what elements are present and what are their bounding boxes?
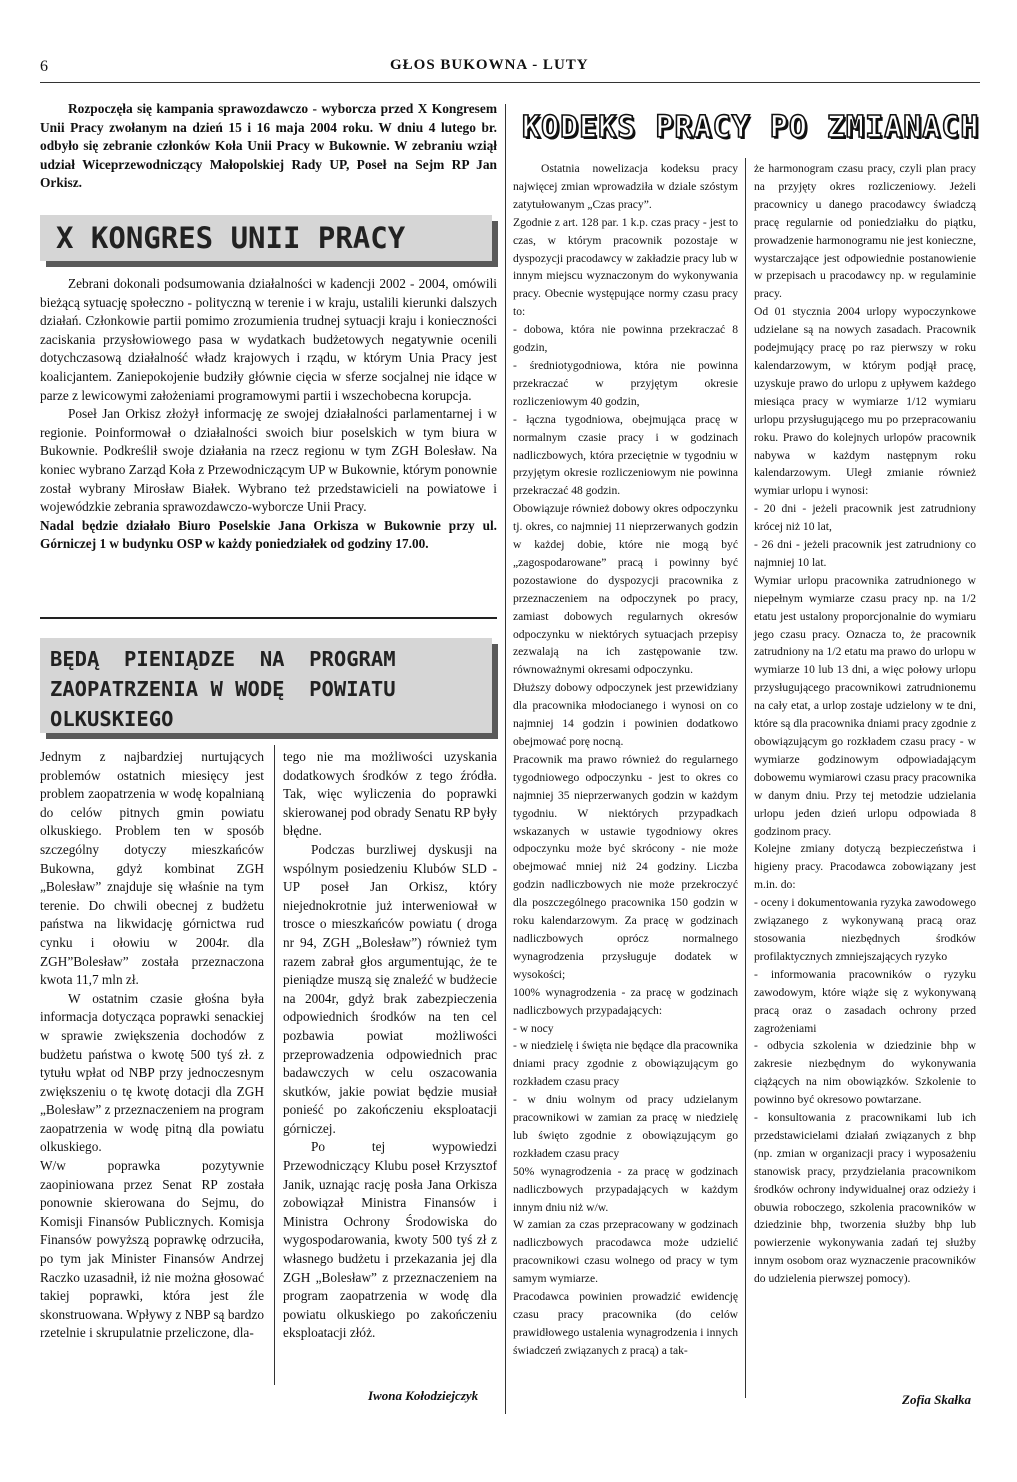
running-title: GŁOS BUKOWNA - LUTY (390, 57, 589, 73)
paragraph: - 26 dni - jeżeli pracownik jest zatrudniony co najmniej 10 lat. (754, 538, 976, 569)
column-divider (505, 104, 506, 1414)
paragraph: W/w poprawka pozytywnie zaopiniowana przez Senat RP została ponownie skierowana do Sejmu, do Komisji Finansów Publicznych. Komisja Finansów powyższą poprawkę odrzuciła, po tym jak Minister Finansów Andrzej Raczko uzasadnił, iż nie można głosować takiej poprawki, która jest źle skonstruowana. Wpływy z NBP są bardzo rzetelnie i skrupulatnie przeliczone, dla- (40, 1158, 264, 1341)
article-body (40, 275, 497, 554)
article-title: KODEKS PRACY PO ZMIANACH (522, 110, 980, 145)
article-kongres (40, 100, 497, 193)
paragraph: Po tej wypowiedzi Przewodniczący Klubu poseł Krzysztof Janik, uznając rację posła Jana Orkisza zobowiązał Ministra Finansów i Ministra Ochrony Środowiska do wygospodarowania, kwoty 500 tyś zł z własnego budżetu i przekazania jej dla ZGH „Bolesław” z przeznaczeniem na program zaopatrzenia w wodę dla powiatu olkuskiego po zakończeniu eksploatacji złóż. (283, 1139, 497, 1341)
paragraph: - odbycia szkolenia w dziedzinie bhp w zakresie niezbędnym do wykonywania ciążących na nim obowiązków. Szkolenie to powinno być okresowo powtarzane. (754, 1039, 976, 1107)
paragraph: Poseł Jan Orkisz złożył informację ze swojej działalności parlamentarnej i w regionie. Poinformował o działalności swoich biur poselskich w tym biura w Bukownie. Podkreślił swoje działania na rzecz regionu w tym ZGH Bolesław. Na koniec wybrano Zarząd Koła z Przewodniczącym UP w Bukownie, którym ponownie został wybrany Mirosław Białek. Wybrano też przedstawicieli na powiatowe i wojewódzkie zebrania sprawozdawczo-wyborcze Unii Pracy. (40, 406, 497, 515)
paragraph-closing: Nadal będzie działało Biuro Poselskie Jana Orkisza w Bukownie przy ul. Górniczej 1 w budynku OSP w każdy poniedziałek od godziny 17.00. (40, 517, 497, 552)
paragraph: W ostatnim czasie głośna była informacja dotycząca poprawki senackiej w sprawie zwiększenia dochodów z budżetu państwa o kwotę 500 tyś zł. z tytułu wpłat od NBP przy jednoczesnym zwiększeniu o tę kwotę dotacji dla ZGH „Bolesław” z przeznaczeniem na program zaopatrzenia w wodę pitną dla powiatu olkuskiego. (40, 990, 264, 1155)
paragraph: - łączna tygodniowa, obejmująca pracę w normalnym czasie pracy i w godzinach nadliczbowych, która przeciętnie w tygodniu w przyjętym okresie rozliczeniowym nie powinna przekraczać 48 godzin. (513, 412, 738, 498)
paragraph: - oceny i dokumentowania ryzyka zawodowego związanego z wykonywaną pracą oraz stosowania niezbędnych środków profilaktycznych zmniejszających ryzyko (754, 896, 976, 963)
paragraph: - w niedzielę i święta nie będące dla pracownika dniami pracy zgodnie z obowiązującym go rozkładem czasu pracy (513, 1039, 738, 1089)
article-column (283, 748, 497, 1343)
article-title (40, 638, 492, 733)
paragraph: Pracownik ma prawo również do regularnego tygodniowego odpoczynku - jest to okres co najmniej 35 nieprzerwanych godzin w każdym tygodniu. W niektórych przypadkach wskazanych w ustawie tygodniowy okres odpoczynku może być skrócony - nie może obejmować mniej niż 24 godziny. Liczba godzin nadliczbowych nie może przekroczyć dla poszczególnego pracownika 150 godzin w roku kalendarzowym. Za pracę w godzinach nadliczbowych oprócz normalnego wynagrodzenia przysługuje dodatek w wysokości; (513, 752, 738, 981)
paragraph: Podczas burzliwej dyskusji na wspólnym posiedzeniu Klubów SLD - UP poseł Jan Orkisz, który niejednokrotnie już interweniował w trosce o mieszkańców powiatu ( droga nr 94, ZGH „Bolesław”) również tym razem zabrał głos argumentując, że te pieniądze muszą się znaleźć w budżecie na 2004r, gdyż brak zabezpieczenia odpowiednich środków na ten cel pozbawia powiat możliwości przeprowadzenia odpowiednich prac badawczych w celu oszacowania skutków, jakie powiat będzie musiał ponieść po zakończeniu eksploatacji górniczej. (283, 841, 497, 1136)
paragraph: Kolejne zmiany dotyczą bezpieczeństwa i higieny pracy. Pracodawca zobowiązany jest m.in. do: (754, 842, 976, 892)
article-column (513, 160, 738, 1360)
paragraph: Wymiar urlopu pracownika zatrudnionego w niepełnym wymiarze czasu pracy np. na 1/2 etatu jest ustalony proporcjonalnie do wymiaru jego czasu pracy. Oznacza to, że pracownik zatrudniony na 1/2 etatu ma prawo do urlopu w wymiarze 10 lub 13 dni, a więc połowy urlopu przysługującego pracownikowi zatrudnionemu na cały etat, a urlop zostaje udzielony w te dni, które są dla pracownika dniami pracy zgodnie z obowiązującym go rozkładem czasu pracy - w wymiarze godzinowym odpowiadającym dobowemu wymiarowi czasu pracy pracownika w danym dniu. Przy tej metodzie udzielania urlopu jeden dzień urlopu odpowiada 8 godzinom pracy. (754, 573, 976, 838)
article-column (40, 748, 264, 1343)
article-column (754, 160, 976, 1288)
section-rule (40, 617, 497, 619)
paragraph: tego nie ma możliwości uzyskania dodatkowych środków z tego źródła. Tak, więc wyliczenia do poprawki skierowanej pod obrady Senatu RP były błędne. (283, 749, 497, 839)
author-signature: Zofia Skałka (902, 1392, 971, 1407)
paragraph: Obowiązuje również dobowy okres odpoczynku tj. okres, co najmniej 11 nieprzerwanych godzin w każdej dobie, które nie mogą być „zagospodarowane” pracą i powinny być pozostawione do dyspozycji pracownika z przeznaczeniem na odpoczynek po pracy, zamiast dobowych regularnych okresów odpoczynku w niektórych sytuacjach przepisy zezwalają na ich zastępowanie tzw. równoważnymi okresami odpoczynku. (513, 502, 738, 677)
paragraph: 50% wynagrodzenia - za pracę w godzinach nadliczbowych przypadających w każdym innym dniu niż w/w. (513, 1164, 738, 1214)
paragraph: Zebrani dokonali podsumowania działalności w kadencji 2002 - 2004, omówili bieżącą sytuację społeczno - polityczną w terenie i w kraju, ustalili kierunki dalszych działań. Członkowie partii pomimo zrozumienia trudnej sytuacji kraju i konieczności zaciskania przysłowiowego pasa w wydatkach budżetowych negatywnie ocenili dotychczasową działalność władz krajowych i rządu, w którym Unia Pracy jest koalicjantem. Zaniepokojenie budziły głównie cięcia w sferze socjalnej nie idące w parze z lewicowymi założeniami programowymi partii i wszechobecna korupcja. (40, 276, 497, 403)
paragraph: Dłuższy dobowy odpoczynek jest przewidziany dla pracownika młodocianego i wynosi on co najmniej 14 godzin i powinien dodatkowo obejmować porę nocną. (513, 681, 738, 748)
paragraph: - dobowa, która nie powinna przekraczać 8 godzin, (513, 323, 738, 355)
column-divider (274, 745, 275, 1385)
paragraph: - średniotygodniowa, która nie powinna przekraczać w przyjętym okresie rozliczeniowym 40 godzin, (513, 358, 738, 408)
paragraph: - w dniu wolnym od pracy udzielanym pracownikowi w zamian za pracę w niedzielę lub święto zgodnie z obowiązującym go rozkładem czasu pracy (513, 1093, 738, 1160)
paragraph: Zgodnie z art. 128 par. 1 k.p. czas pracy - jest to czas, w którym pracownik pozostaje w dyspozycji pracodawcy w zakładzie pracy lub w innym miejscu wyznaczonym do wykonywania pracy. Obecnie występujące normy czasu pracy to: (513, 215, 738, 319)
title-line: OLKUSKIEGO (50, 707, 174, 731)
paragraph: że harmonogram czasu pracy, czyli plan pracy na przyjęty okres rozliczeniowy. Jeżeli pracownicy u danego pracodawcy świadczą pracę regularnie od poniedziałku do piątku, prowadzenie harmonogramu nie jest konieczne, wystarczające jest odpowiednie postanowienie w przepisach u pracodawcy np. w regulaminie pracy. (754, 162, 976, 301)
paragraph: - w nocy (513, 1021, 554, 1035)
header-rule (40, 82, 980, 83)
page-number: 6 (40, 58, 48, 75)
author-signature: Iwona Kołodziejczyk (368, 1388, 479, 1403)
paragraph: - informowania pracowników o ryzyku zawodowym, które wiąże się z wykonywaną pracą oraz o zasadach ochrony przed zagrożeniami (754, 967, 976, 1035)
title-line: BĘDĄ PIENIĄDZE NA PROGRAM (50, 647, 396, 671)
paragraph: W zamian za czas przepracowany w godzinach nadliczbowych pracodawca może udzielić pracownikowi czasu wolnego od pracy w tym samym wymiarze. (513, 1218, 738, 1286)
paragraph: Ostatnia nowelizacja kodeksu pracy najwięcej zmian wprowadziła w dziale szóstym zatytułowanym „Czas pracy”. (513, 162, 738, 211)
paragraph: Jednym z najbardziej nurtujących problemów ostatnich miesięcy jest problem zaopatrzenia w wodę kopalnianą do celów pitnych gmin powiatu olkuskiego. Problem ten w sposób szczególny dotyczy mieszkańców Bukowna, gdyż kombinat ZGH „Bolesław” znajduje się właśnie na tym terenie. Do chwili obecnej z budżetu państwa na likwidację górnictwa rud cynku i ołowiu w 2004r. dla ZGH”Bolesław” została przeznaczona kwota 11,7 mln zł. (40, 749, 264, 988)
article-title: X KONGRES UNII PRACY (40, 215, 492, 261)
paragraph: Pracodawca powinien prowadzić ewidencję czasu pracy pracownika (do celów prawidłowego ustalenia wynagrodzenia i innych świadczeń związanych z pracą) a tak- (513, 1290, 738, 1357)
paragraph: 100% wynagrodzenia - za pracę w godzinach nadliczbowych przypadających: (513, 985, 738, 1017)
paragraph: - 20 dni - jeżeli pracownik jest zatrudniony krócej niż 10 lat, (754, 502, 976, 534)
article-lead: Rozpoczęła się kampania sprawozdawczo - wyborcza przed X Kongresem Unii Pracy zwołanym na dzień 15 i 16 maja 2004 roku. W dniu 4 lutego br. odbyło się zebranie członków Koła Unii Pracy w Bukownie. W zebraniu wziął udział Wiceprzewodniczący Małopolskiej Rady UP, Poseł na Sejm RP Jan Orkisz. (40, 101, 497, 191)
paragraph: - konsultowania z pracownikami lub ich przedstawicielami działań związanych z bhp (np. zmian w organizacji pracy i wyposażeniu stanowisk pracy, przydzielania pracownikom środków ochrony indywidualnej oraz odzieży i obuwia roboczego, szkolenia pracowników w dziedzinie bhp, tworzenia służby bhp lub powierzenie wykonywania zadań tej służby innym osobom oraz wyznaczenie pracowników do udzielenia pierwszej pomocy). (754, 1111, 976, 1286)
paragraph: Od 01 stycznia 2004 urlopy wypoczynkowe udzielane są na nowych zasadach. Pracownik podejmujący pracę po raz pierwszy w roku kalendarzowym, w którym podjął pracę, uzyskuje prawo do urlopu z upływem każdego miesiąca pracy w wymiarze 1/12 wymiaru urlopu przysługującego mu po przepracowaniu roku. Prawo do kolejnych urlopów pracownik nabywa w każdym następnym roku kalendarzowym. Uległ zmianie również wymiar urlopu i wynosi: (754, 305, 976, 498)
column-divider (745, 158, 746, 1398)
title-line: ZAOPATRZENIA W WODĘ POWIATU (50, 677, 396, 701)
